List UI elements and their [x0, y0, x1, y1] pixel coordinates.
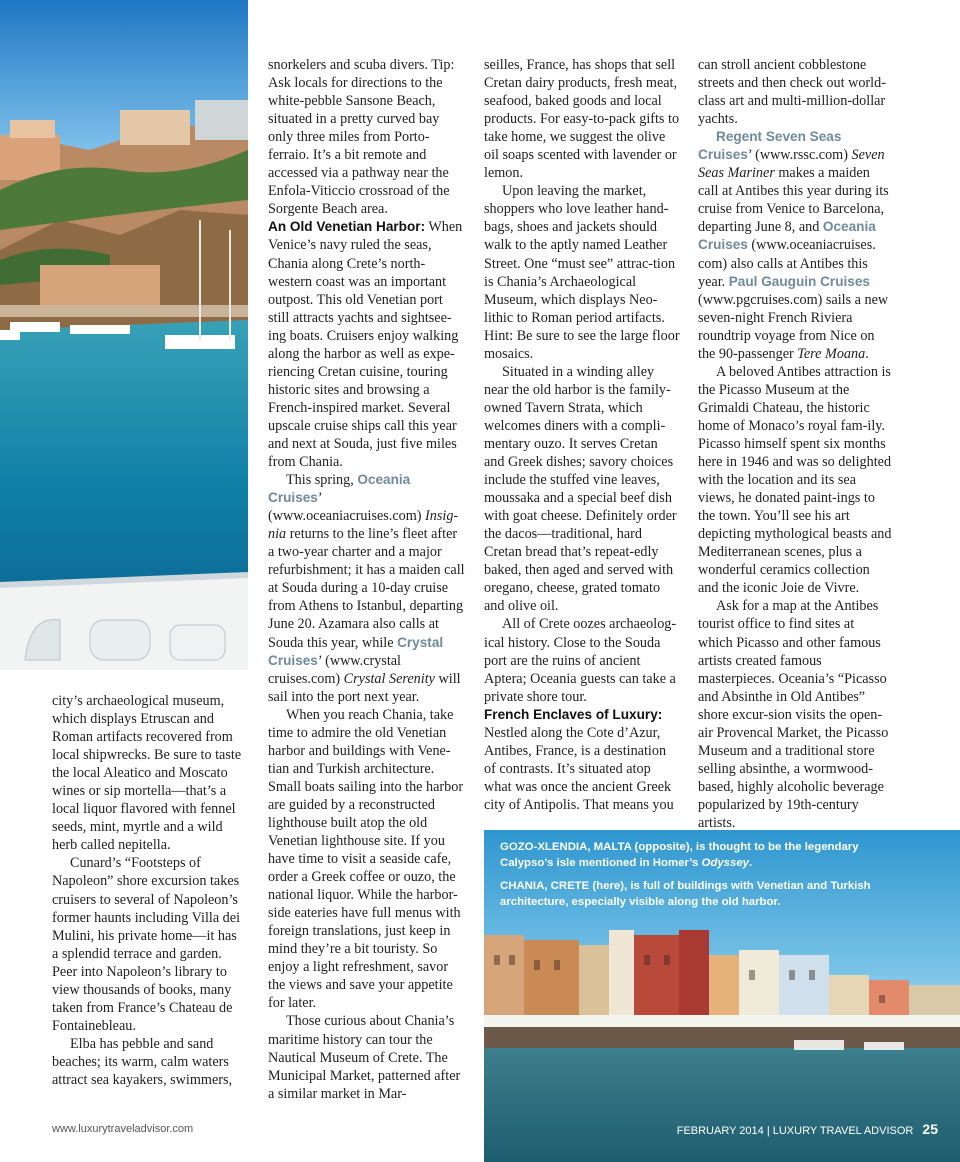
ship-name: Seven Seas Mariner: [698, 147, 885, 182]
footer-folio: [677, 1121, 938, 1137]
photo-malta-harbor: [0, 0, 248, 670]
paragraph: can stroll ancient cobblestone streets and then check out world-class art and multi-million-dollar yachts.: [698, 57, 886, 128]
column-4: [698, 56, 892, 832]
paragraph: snorkelers and scuba divers. Tip: Ask locals for directions to the white-pebble Sansone Beach, situated in a pretty curved bay only three miles from Porto-ferraio. It’s a bit remote and accessed via a pathway near the Enfola-Viticcio crossroad of the Sorgente Beach area.: [268, 57, 455, 218]
page-number: 25: [922, 1121, 938, 1137]
paragraph: Ask for a map at the Antibes tourist office to find sites at which Picasso and other famous artists created famous masterpieces. Oceania’s “Picasso and Absinthe in Old Antibes” shore excur-sion visits the open-air Provencal Market, the Picasso Museum and a traditional store selling absinthe, a wormwood-based, highly alcoholic beverage popularized by 19th-century artists.: [698, 598, 889, 831]
cruise-line-name: Oceania Cruises: [698, 219, 876, 253]
section-heading: An Old Venetian Harbor:: [268, 219, 426, 235]
paragraph: French Enclaves of Luxury: Nestled along the Cote d’Azur, Antibes, France, is a destination of contrasts. It’s situated atop what was once the ancient Greek city of Antipolis. That means you: [484, 706, 674, 813]
cruise-line-name: Crystal Cruises: [268, 634, 444, 668]
paragraph: All of Crete oozes archaeolog-ical history. Close to the Souda port are the ruins of ancient Aptera; Oceania guests can take a private shore tour.: [484, 616, 677, 705]
paragraph: An Old Venetian Harbor: When Venice’s navy ruled the seas, Chania along Crete’s north-western coast was an important outpost. This old Venetian port still attracts yachts and sightsee-ing boats. Cruisers enjoy walking along the harbor as well as expe-riencing Cretan cuisine, touring historic sites and browsing a French-inspired market. Several upscale cruise ships call this year and next at Souda, just five miles from Chania.: [268, 219, 463, 471]
paragraph: Those curious about Chania’s maritime history can tour the Nautical Museum of Crete. The Municipal Market, patterned after a similar market in Mar-: [268, 1013, 461, 1102]
magazine-name: LUXURY TRAVEL ADVISOR: [772, 1125, 914, 1137]
paragraph: This spring, Oceania Cruises’ (www.oceaniacruises.com) Insig-nia returns to the line’s fleet after a two-year charter and a major refurbishment; it has a maiden call at Souda during a 10-day cruise from Athens to Istanbul, departing June 20. Azamara also calls at Souda this year, while Crystal Cruises’ (www.crystal cruises.com) Crystal Serenity will sail into the port next year.: [268, 472, 465, 705]
footer-website-url: www.luxurytraveladvisor.com: [52, 1123, 194, 1135]
column-1: [52, 692, 242, 1089]
separator: |: [766, 1125, 770, 1137]
paragraph: Elba has pebble and sand beaches; its warm, calm waters attract sea kayakers, swimmers,: [52, 1035, 233, 1088]
cruise-line-name: Paul Gauguin Cruises: [728, 273, 870, 289]
caption-chania: CHANIA, CRETE (here), is full of buildings with Venetian and Turkish architecture, especially visible along the old harbor.: [500, 880, 871, 908]
issue-date: FEBRUARY 2014: [676, 1125, 764, 1137]
paragraph: seilles, France, has shops that sell Cretan dairy products, fresh meat, seafood, baked goods and local products. For easy-to-pack gifts to take home, we suggest the olive oil soaps scented with lavender or lemon.: [484, 57, 680, 182]
paragraph: Upon leaving the market, shoppers who love leather hand-bags, shoes and jackets should walk to the aptly named Leather Street. One “must see” attrac-tion is Chania’s Archaeological Museum, which displays Neo-lithic to Roman period artifacts. Hint: Be sure to see the large floor mosaics.: [484, 183, 680, 362]
ship-name: Insig-nia: [268, 508, 459, 543]
paragraph: Cunard’s “Footsteps of Napoleon” shore excursion takes cruisers to several of Napoleon’s former haunts including Villa dei Mulini, his private home—it has a splendid terrace and garden. Peer into Napoleon’s library to view thousands of books, many taken from France’s Chateau de Fontainebleau.: [52, 855, 241, 1034]
paragraph: Situated in a winding alley near the old harbor is the family-owned Tavern Strata, which welcomes diners with a compli-mentary ouzo. It serves Cretan and Greek dishes; savory choices include the stuffed vine leaves, moussaka and a special beef dish with goat cheese. Definitely order the dacos—traditional, hard Cretan bread that’s repeat-edly baked, then aged and served with oregano, cheese, grated tomato and olive oil.: [484, 363, 677, 615]
caption-malta: GOZO-XLENDIA, MALTA (opposite), is thought to be the legendary Calypso’s isle mentioned in Homer’s Odyssey.: [500, 841, 859, 869]
paragraph: When you reach Chania, take time to admire the old Venetian harbor and buildings with Vene-tian and Turkish architecture. Small boats sailing into the harbor are guided by a reconstructed lighthouse built atop the old Venetian lighthouse site. If you have time to visit a seaside cafe, order a Greek coffee or ouzo, the national liquor. While the harbor-side eateries have full menus with foreign translations, just keep in mind they’re a bit touristy. So enjoy a light refreshment, savor the views and save your appetite for later.: [268, 706, 464, 1012]
ship-name: Crystal Serenity: [343, 670, 435, 687]
column-3: [484, 56, 680, 814]
paragraph: A beloved Antibes attraction is the Picasso Museum at the Grimaldi Chateau, the historic home of Monaco’s royal fam-ily. Picasso himself spent six months here in 1946 and was so delighted with the location and its sea views, he donated paint-ings to the town. You’ll see his art depicting mythological beasts and Mediterranean scenes, plus a wonderful ceramics collection and the iconic Joie de Vivre.: [698, 363, 892, 597]
cruise-line-name: Oceania Cruises: [268, 472, 411, 506]
paragraph: city’s archaeological museum, which displays Etruscan and Roman artifacts recovered from local shipwrecks. Be sure to taste the local Aleatico and Moscato wines or sip mortella—that’s a local liquor flavored with fennel seeds, mint, myrtle and a wild herb called nepitella.: [52, 693, 242, 854]
photo-caption: [500, 840, 900, 918]
cruise-line-name: Regent Seven Seas Cruises: [698, 129, 842, 163]
column-2: [268, 56, 466, 1103]
section-heading: French Enclaves of Luxury:: [484, 706, 663, 722]
paragraph: Regent Seven Seas Cruises’ (www.rssc.com) Seven Seas Mariner makes a maiden call at Antibes this year during its cruise from Venice to Barcelona, departing June 8, and Oceania Cruises (www.oceaniacruises. com) also calls at Antibes this year. Paul Gauguin Cruises (www.pgcruises.com) sails a new seven-night French Riviera roundtrip voyage from Nice on the 90-passenger Tere Moana.: [698, 129, 889, 362]
ship-name: Tere Moana: [797, 345, 866, 362]
